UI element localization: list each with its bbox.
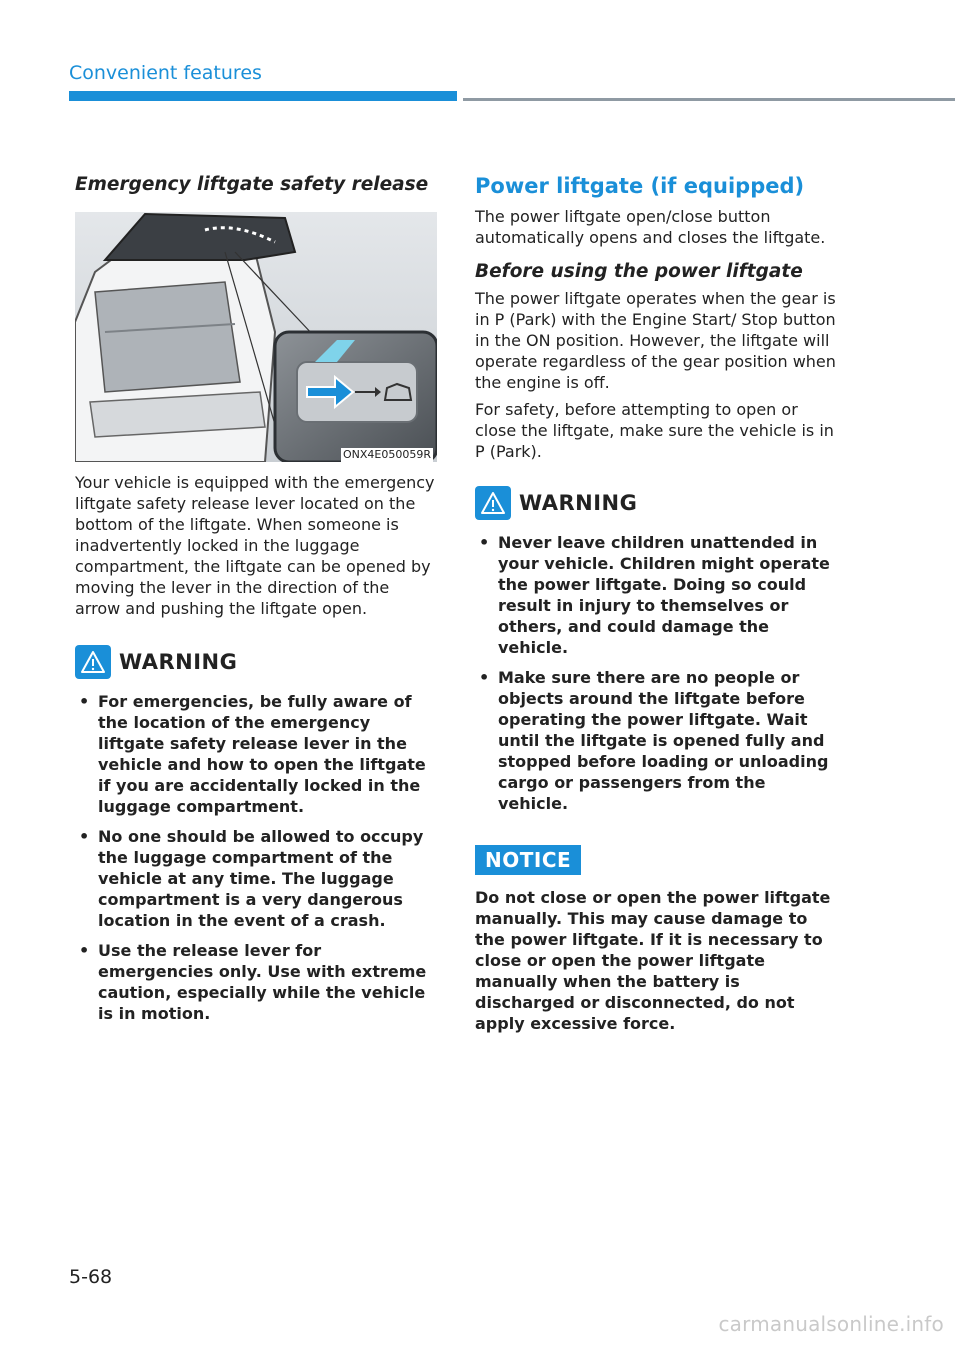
section-title: Convenient features <box>69 62 262 84</box>
release-description: Your vehicle is equipped with the emergency liftgate safety release lever located on the bottom of the liftgate. When someone is inadvertently locked in the luggage compartment, the liftgate can be opened by moving the lever in the direction of the arrow and pushing the liftgate open. <box>75 473 435 618</box>
warning-list-left <box>75 691 437 1024</box>
header-rule <box>463 98 955 101</box>
before-using-heading: Before using the power liftgate <box>475 261 803 282</box>
warning-triangle-icon <box>475 486 511 520</box>
liftgate-release-illustration <box>75 212 437 462</box>
notice-badge: NOTICE <box>475 845 581 875</box>
power-liftgate-intro: The power liftgate open/close button automatically opens and closes the liftgate. <box>475 207 826 247</box>
warning-item: • Use the release lever for emergencies only. Use with extreme caution, especially while the vehicle is in motion. <box>75 940 437 1024</box>
left-column <box>75 174 437 1033</box>
before-using-para1: The power liftgate operates when the gear is in P (Park) with the Engine Start/ Stop button in the ON position. However, the liftgate will operate regardless of the gear position when the engine is off. <box>475 289 836 392</box>
power-liftgate-heading: Power liftgate (if equipped) <box>475 174 805 198</box>
warning-item: • Never leave children unattended in your vehicle. Children might operate the power liftgate. Doing so could result in injury to themselves or others, and could damage the vehicle. <box>475 532 837 658</box>
figure-code: ONX4E050059R <box>342 448 431 461</box>
header-rule-accent <box>69 91 457 101</box>
warning-header-left <box>75 645 437 679</box>
warning-item: • No one should be allowed to occupy the luggage compartment of the vehicle at any time. The luggage compartment is a very dangerous location in the event of a crash. <box>75 826 437 931</box>
liftgate-illustration-svg <box>75 212 437 462</box>
warning-list-right <box>475 532 837 814</box>
notice-text: Do not close or open the power liftgate manually. This may cause damage to the power liftgate. If it is necessary to close or open the power liftgate manually when the battery is discharged or disconnected, do not apply excessive force. <box>475 888 831 1033</box>
page-number: 5-68 <box>69 1266 113 1288</box>
warning-triangle-icon <box>75 645 111 679</box>
warning-label: WARNING <box>519 491 638 515</box>
before-using-para2: For safety, before attempting to open or close the liftgate, make sure the vehicle is in P (Park). <box>475 400 834 461</box>
emergency-release-heading: Emergency liftgate safety release <box>75 174 429 195</box>
right-column <box>475 174 837 1034</box>
warning-header-right <box>475 486 837 520</box>
warning-item: • For emergencies, be fully aware of the location of the emergency liftgate safety release lever in the vehicle and how to open the liftgate if you are accidentally locked in the luggage compartment. <box>75 691 437 817</box>
watermark-site: carmanualsonline.info <box>718 1312 944 1336</box>
warning-item: • Make sure there are no people or objects around the liftgate before operating the power liftgate. Wait until the liftgate is opened fully and stopped before loading or unloading cargo or passengers from the vehicle. <box>475 667 837 814</box>
warning-label: WARNING <box>119 650 238 674</box>
